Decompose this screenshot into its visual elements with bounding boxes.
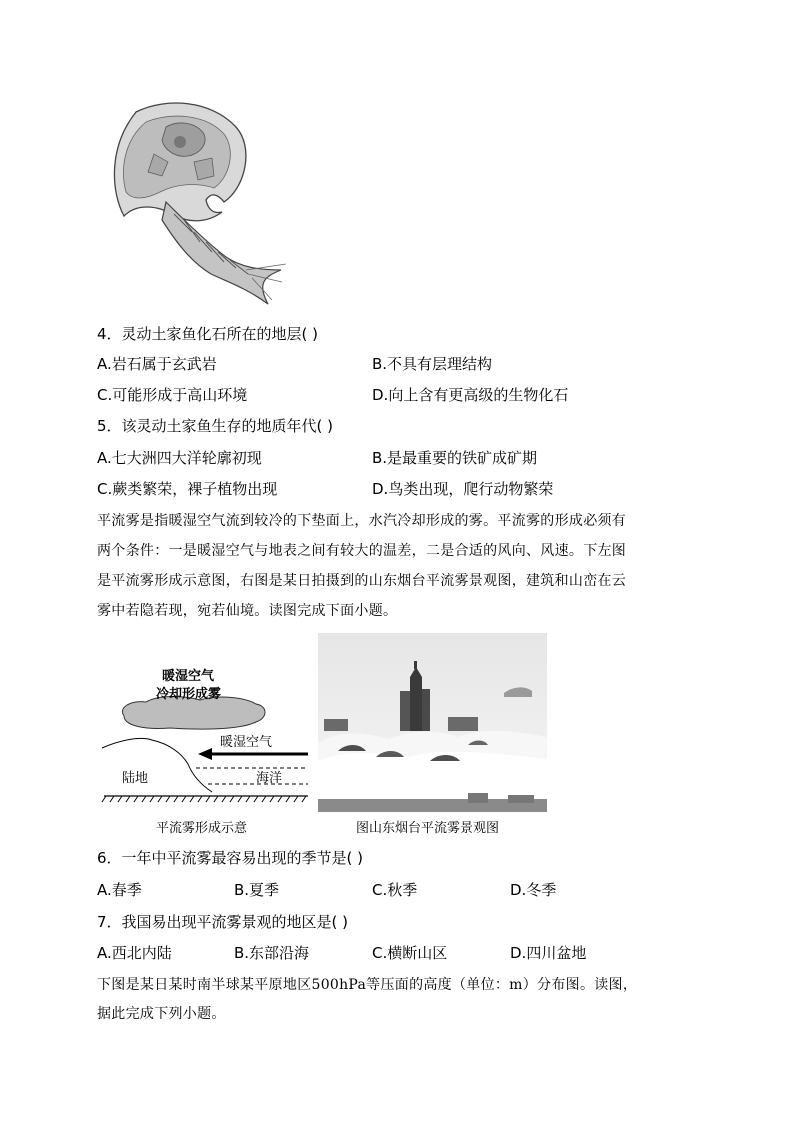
question-6-option-d[interactable]: D.冬季 [510,881,557,899]
question-5-option-a[interactable]: A.七大洲四大洋轮廓初现 [97,449,262,467]
fog-landscape-photo [318,633,547,812]
passage-2-line-2: 据此完成下列小题。 [97,1006,226,1022]
question-6-option-a[interactable]: A.春季 [97,881,142,899]
question-6-option-b[interactable]: B.夏季 [234,881,280,899]
question-4-option-d[interactable]: D.向上含有更高级的生物化石 [372,386,569,404]
diagram-caption: 平流雾形成示意 [156,821,248,836]
question-7-option-c[interactable]: C.横断山区 [372,944,448,962]
ground-hatch [102,796,306,802]
question-4-stem: 4．灵动土家鱼化石所在的地层( ) [97,325,319,343]
question-4-option-b[interactable]: B.不具有层理结构 [372,355,493,373]
question-7-stem: 7．我国易出现平流雾景观的地区是( ) [97,913,349,931]
air-flow-arrow-head [198,748,212,760]
fossil-image [96,92,292,310]
land-label: 陆地 [122,771,149,786]
passage-1-line-3: 是平流雾形成示意图，右图是某日拍摄到的山东烟台平流雾景观图，建筑和山峦在云 [97,573,627,589]
sea-label: 海洋 [256,771,283,786]
passage-1-line-4: 雾中若隐若现，宛若仙境。读图完成下面小题。 [97,603,398,619]
question-6-stem: 6．一年中平流雾最容易出现的季节是( ) [97,849,364,867]
question-7-option-a[interactable]: A.西北内陆 [97,944,172,962]
fog-formation-diagram [100,664,312,804]
question-6-option-c[interactable]: C.秋季 [372,881,418,899]
question-4-option-a[interactable]: A.岩石属于玄武岩 [97,355,217,373]
question-4-option-c[interactable]: C.可能形成于高山环境 [97,386,248,404]
question-7-option-d[interactable]: D.四川盆地 [510,944,587,962]
land-outline [102,738,212,792]
question-5-option-b[interactable]: B.是最重要的铁矿成矿期 [372,449,538,467]
photo-caption: 图山东烟台平流雾景观图 [356,821,500,836]
question-5-option-c[interactable]: C.蕨类繁荣，裸子植物出现 [97,480,278,498]
cloud-label-1: 暖湿空气 [162,669,215,684]
arrow-label: 暖湿空气 [220,735,273,750]
passage-1-line-2: 两个条件：一是暖湿空气与地表之间有较大的温差，二是合适的风向、风速。下左图 [97,543,627,559]
question-5-option-d[interactable]: D.鸟类出现，爬行动物繁荣 [372,480,554,498]
question-5-stem: 5．该灵动土家鱼生存的地质年代( ) [97,417,334,435]
question-7-option-b[interactable]: B.东部沿海 [234,944,310,962]
fish-fossil-illustration [96,92,292,310]
passage-2-line-1: 下图是某日某时南半球某平原地区500hPa等压面的高度（单位：m）分布图。读图， [97,977,638,993]
cloud-label-2: 冷却形成雾 [156,687,222,702]
passage-1-line-1: 平流雾是指暖湿空气流到较冷的下垫面上，水汽冷却形成的雾。平流雾的形成必须有 [97,513,627,529]
